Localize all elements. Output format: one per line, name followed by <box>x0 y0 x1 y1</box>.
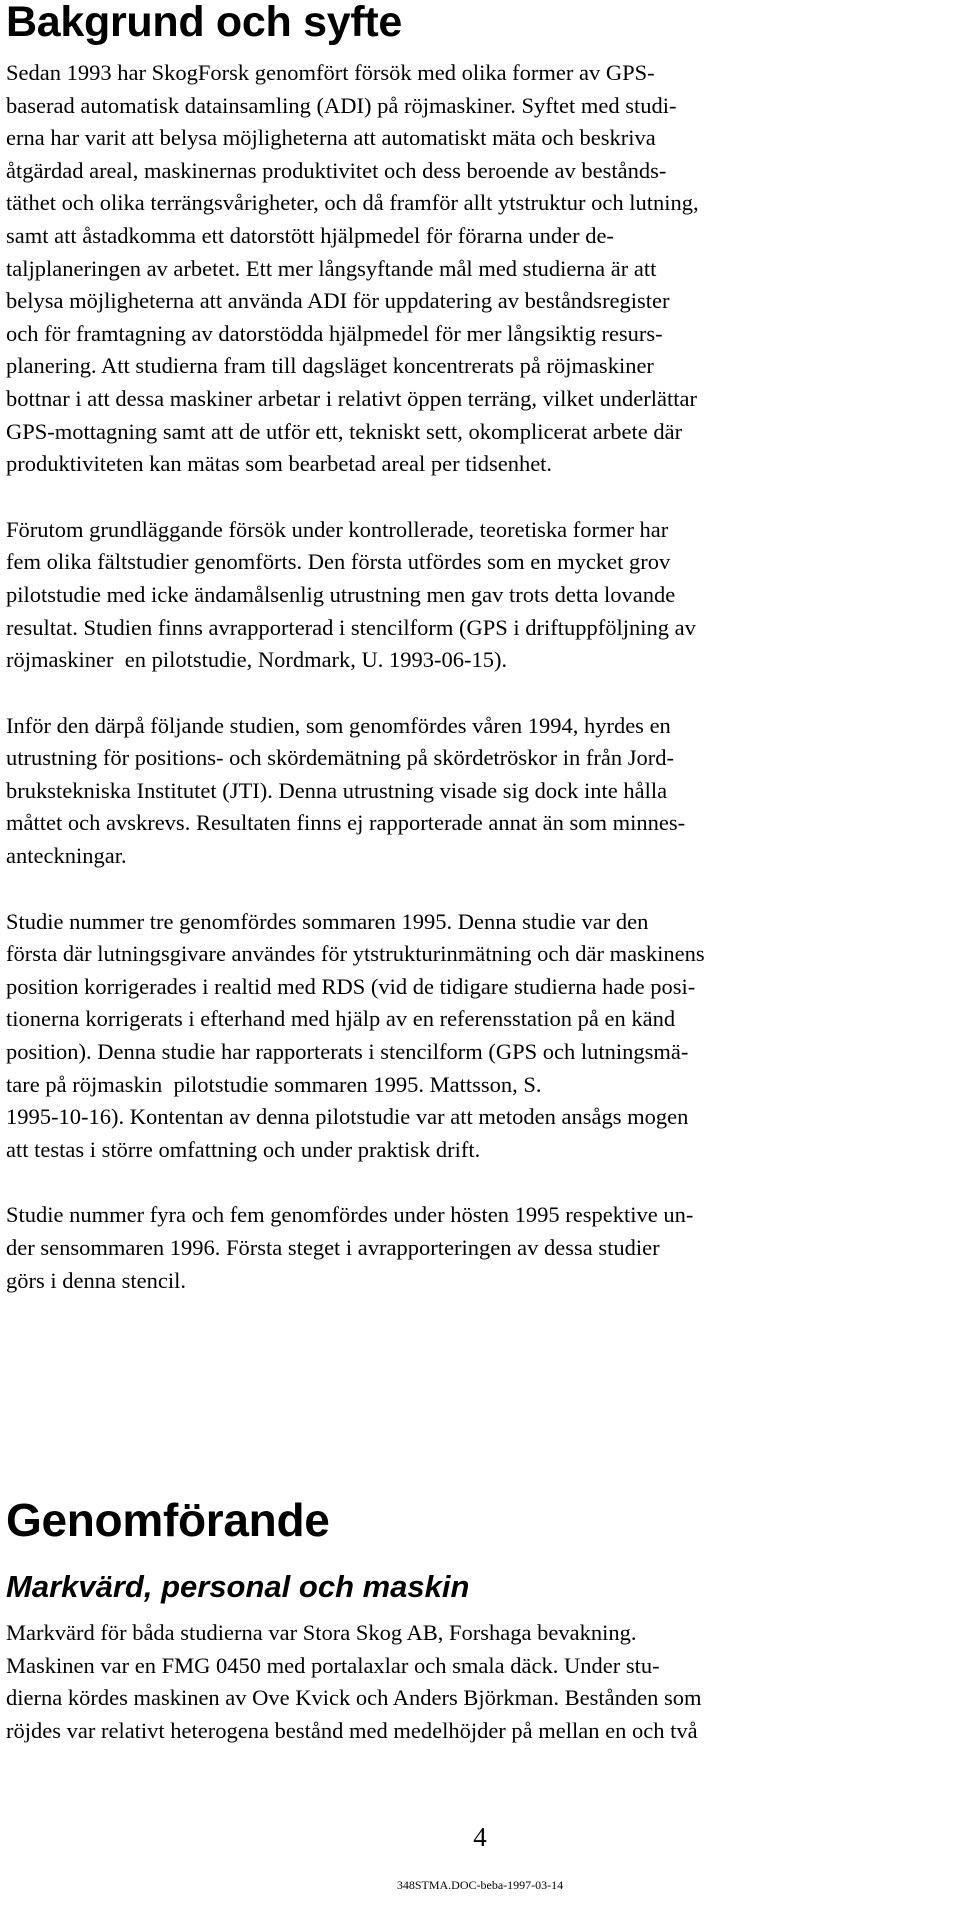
text-line: att testas i större omfattning och under praktisk drift. <box>6 1136 481 1162</box>
text-line: Inför den därpå följande studien, som genomfördes våren 1994, hyrdes en <box>6 712 671 738</box>
paragraph-landowner-machine <box>6 1617 946 1747</box>
body-text-section-1 <box>6 57 946 1297</box>
text-line: måttet och avskrevs. Resultaten finns ej rapporterade annat än som minnes- <box>6 810 686 836</box>
page-number: 4 <box>473 1822 487 1852</box>
text-line: produktiviteten kan mätas som bearbetad areal per tidsenhet. <box>6 451 553 477</box>
text-line: bottnar i att dessa maskiner arbetar i relativt öppen terräng, vilket underlättar <box>6 385 697 411</box>
paragraph-studies-four-five <box>6 1199 946 1297</box>
text-line: der sensommaren 1996. Första steget i avrapporteringen av dessa studier <box>6 1235 660 1260</box>
text-line: Sedan 1993 har SkogForsk genomfört försök med olika former av GPS- <box>6 60 655 85</box>
text-line: och för framtagning av datorstödda hjälpmedel för mer långsiktig resurs- <box>6 320 663 346</box>
text-line: åtgärdad areal, maskinernas produktivitet och dess beroende av bestånds- <box>6 157 667 183</box>
text-line: röjdes var relativt heterogena bestånd med medelhöjder på mellan en och två <box>6 1717 698 1743</box>
text-line: belysa möjligheterna att använda ADI för uppdatering av beståndsregister <box>6 288 670 314</box>
text-line: röjmaskiner en pilotstudie, Nordmark, U. 1993-06-15). <box>6 647 508 673</box>
text-line: planering. Att studierna fram till dagsläget koncentrerats på röjmaskiner <box>6 353 654 379</box>
text-line: taljplaneringen av arbetet. Ett mer långsyftande mål med studierna är att <box>6 255 657 281</box>
heading-genomforande: Genomförande <box>6 1494 330 1546</box>
text-line: tionerna korrigerats i efterhand med hjälp av en referensstation på en känd <box>6 1006 676 1032</box>
text-line: GPS-mottagning samt att de utför ett, tekniskt sett, okomplicerat arbete där <box>6 418 683 444</box>
paragraph-field-studies <box>6 514 946 677</box>
text-line: 1995-10-16). Kontentan av denna pilotstudie var att metoden ansågs mogen <box>6 1104 689 1130</box>
text-line: pilotstudie med icke ändamålsenlig utrustning men gav trots detta lovande <box>6 581 676 607</box>
text-line: anteckningar. <box>6 843 127 869</box>
text-line: Studie nummer fyra och fem genomfördes under hösten 1995 respektive un- <box>6 1202 694 1228</box>
text-line: Förutom grundläggande försök under kontrollerade, teoretiska former har <box>6 516 669 542</box>
paragraph-study-three <box>6 906 946 1167</box>
text-line: Markvärd för båda studierna var Stora Skog AB, Forshaga bevakning. <box>6 1620 637 1645</box>
text-line: samt att åstadkomma ett datorstött hjälpmedel för förarna under de- <box>6 222 614 248</box>
footer-file-reference: 348STMA.DOC-beba-1997-03-14 <box>396 1878 564 1892</box>
text-line: position). Denna studie har rapporterats i stencilform (GPS och lutningsmä- <box>6 1039 689 1065</box>
text-line: baserad automatisk datainsamling (ADI) på röjmaskiner. Syftet med studi- <box>6 92 677 118</box>
text-line: Maskinen var en FMG 0450 med portalaxlar och smala däck. Under stu- <box>6 1652 660 1678</box>
text-line: fem olika fältstudier genomförts. Den första utfördes som en mycket grov <box>6 549 671 575</box>
text-line: täthet och olika terrängsvårigheter, och då framför allt ytstruktur och lutning, <box>6 190 699 216</box>
heading-bakgrund-och-syfte: Bakgrund och syfte <box>6 0 403 46</box>
paragraph-purpose <box>6 57 946 481</box>
text-line: brukstekniska Institutet (JTI). Denna utrustning visade sig dock inte hålla <box>6 777 668 803</box>
text-line: tare på röjmaskin pilotstudie sommaren 1995. Mattsson, S. <box>6 1071 542 1097</box>
text-line: resultat. Studien finns avrapporterad i stencilform (GPS i driftuppföljning av <box>6 614 696 640</box>
text-line: första där lutningsgivare användes för ytstrukturinmätning och där maskinens <box>6 941 705 967</box>
subheading-markvard-personal-och-maskin: Markvärd, personal och maskin <box>6 1569 470 1604</box>
text-line: utrustning för positions- och skördemätning på skördetröskor in från Jord- <box>6 745 675 771</box>
text-line: görs i denna stencil. <box>6 1267 186 1293</box>
text-line: position korrigerades i realtid med RDS (vid de tidigare studierna hade posi- <box>6 973 696 999</box>
text-line: erna har varit att belysa möjligheterna att automatiskt mäta och beskriva <box>6 125 656 151</box>
text-line: dierna kördes maskinen av Ove Kvick och Anders Björkman. Bestånden som <box>6 1685 702 1711</box>
text-line: Studie nummer tre genomfördes sommaren 1995. Denna studie var den <box>6 908 649 934</box>
body-text-section-2 <box>6 1617 946 1747</box>
paragraph-spring-1994-study <box>6 710 946 873</box>
